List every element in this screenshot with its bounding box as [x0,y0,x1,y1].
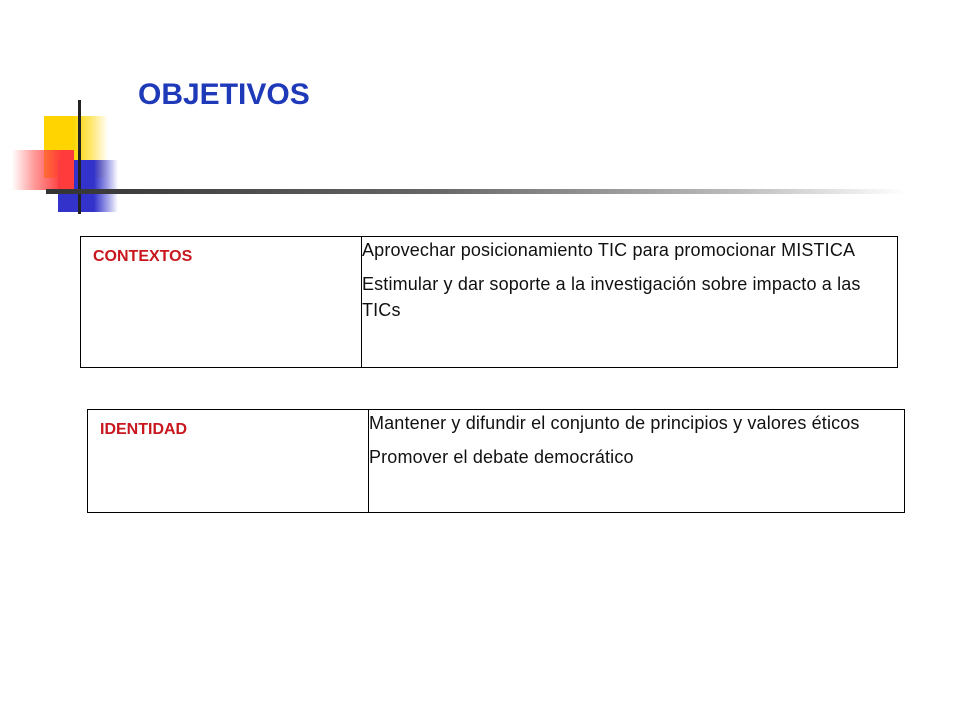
label-cell [88,410,369,513]
table-row [88,410,905,513]
vertical-rule [78,100,81,214]
label-cell [81,237,362,368]
description-cell [369,410,905,513]
objective-table-contextos [80,236,898,368]
objective-table-identidad [87,409,905,513]
title-rule [46,189,906,194]
objective-item: Mantener y difundir el conjunto de principios y valores éticos [369,413,860,433]
objective-item: Estimular y dar soporte a la investigación sobre impacto a las TICs [362,274,861,320]
table-label: CONTEXTOS [93,248,193,265]
decorative-logo [0,0,140,220]
description-cell [362,237,898,368]
objective-item: Aprovechar posicionamiento TIC para promocionar MISTICA [362,240,856,260]
red-square [12,150,74,190]
table-row [81,237,898,368]
slide-title: OBJETIVOS [138,78,310,111]
objective-item: Promover el debate democrático [369,447,634,467]
table-label: IDENTIDAD [100,421,188,438]
